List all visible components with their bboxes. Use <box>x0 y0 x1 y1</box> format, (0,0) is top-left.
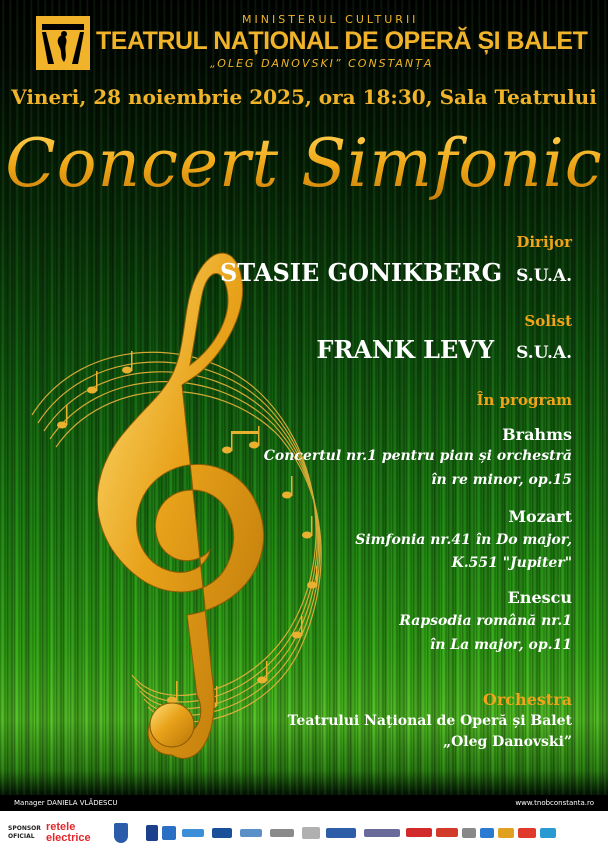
manager-credit: Manager DANIELA VLĂDESCU <box>14 799 118 807</box>
partner-logo-icon <box>498 828 514 838</box>
theatre-subtitle: „OLEG DANOVSKI” CONSTANȚA <box>210 57 434 70</box>
program-label: În program <box>476 391 572 409</box>
partner-logo-icon <box>182 829 204 837</box>
partner-logo-icon <box>146 825 158 841</box>
partner-logo-icon <box>518 828 536 838</box>
conductor-row <box>220 258 572 287</box>
program-work-line: Concertul nr.1 pentru pian și orchestră <box>263 448 572 464</box>
orchestra-line: Teatrului Național de Operă și Balet <box>287 713 572 729</box>
program-work-line: Simfonia nr.41 în Do major, <box>355 532 572 548</box>
partner-logos <box>114 816 556 849</box>
event-date-line: Vineri, 28 noiembrie 2025, ora 18:30, Sala Teatrului <box>11 85 597 109</box>
concert-title-text: Concert Simfonic <box>5 125 603 202</box>
partner-logo-icon <box>162 826 176 840</box>
partner-logo-icon <box>326 828 356 838</box>
website-link[interactable]: www.tnobconstanta.ro <box>515 799 594 807</box>
ministry-label: MINISTERUL CULTURII <box>242 13 419 26</box>
partner-logo-icon <box>270 829 294 837</box>
sponsor-strip <box>0 811 608 855</box>
soloist-country: S.U.A. <box>516 343 572 363</box>
sponsor-retele-electrice-logo: retele electrice <box>46 820 91 844</box>
sponsor-label: SPONSOR OFICIAL <box>8 824 41 840</box>
soloist-label: Solist <box>524 312 572 330</box>
footer-bar <box>0 795 608 811</box>
partner-logo-icon <box>540 828 556 838</box>
theatre-name: TEATRUL NAȚIONAL DE OPERĂ ȘI BALET <box>96 27 588 55</box>
orchestra-label: Orchestra <box>482 690 572 709</box>
orchestra-line: „Oleg Danovski” <box>443 734 572 750</box>
theatre-logo <box>34 14 92 72</box>
conductor-name: STASIE GONIKBERG <box>219 258 503 287</box>
program-composer-mozart: Mozart <box>508 507 572 526</box>
concert-title <box>0 116 608 206</box>
partner-logo-icon <box>364 829 400 837</box>
partner-logo-icon <box>240 829 262 837</box>
partner-logo-icon <box>480 828 494 838</box>
program-work-line: în re minor, op.15 <box>431 472 572 488</box>
program-work-line: în La major, op.11 <box>429 637 572 653</box>
conductor-country: S.U.A. <box>516 266 572 286</box>
partner-logo-icon <box>302 827 320 839</box>
partner-logo-icon <box>406 828 432 837</box>
conductor-label: Dirijor <box>516 233 572 251</box>
program-composer-enescu: Enescu <box>507 588 572 607</box>
program-work-line: K.551 "Jupiter" <box>451 555 572 571</box>
partner-logo-icon <box>462 828 476 838</box>
soloist-row <box>316 335 572 364</box>
program-work-line: Rapsodia română nr.1 <box>399 613 572 629</box>
county-crest-icon <box>114 823 128 843</box>
partner-logo-icon <box>436 828 458 837</box>
program-composer-brahms: Brahms <box>502 425 572 444</box>
partner-logo-icon <box>212 828 232 838</box>
soloist-name: FRANK LEVY <box>316 335 495 364</box>
